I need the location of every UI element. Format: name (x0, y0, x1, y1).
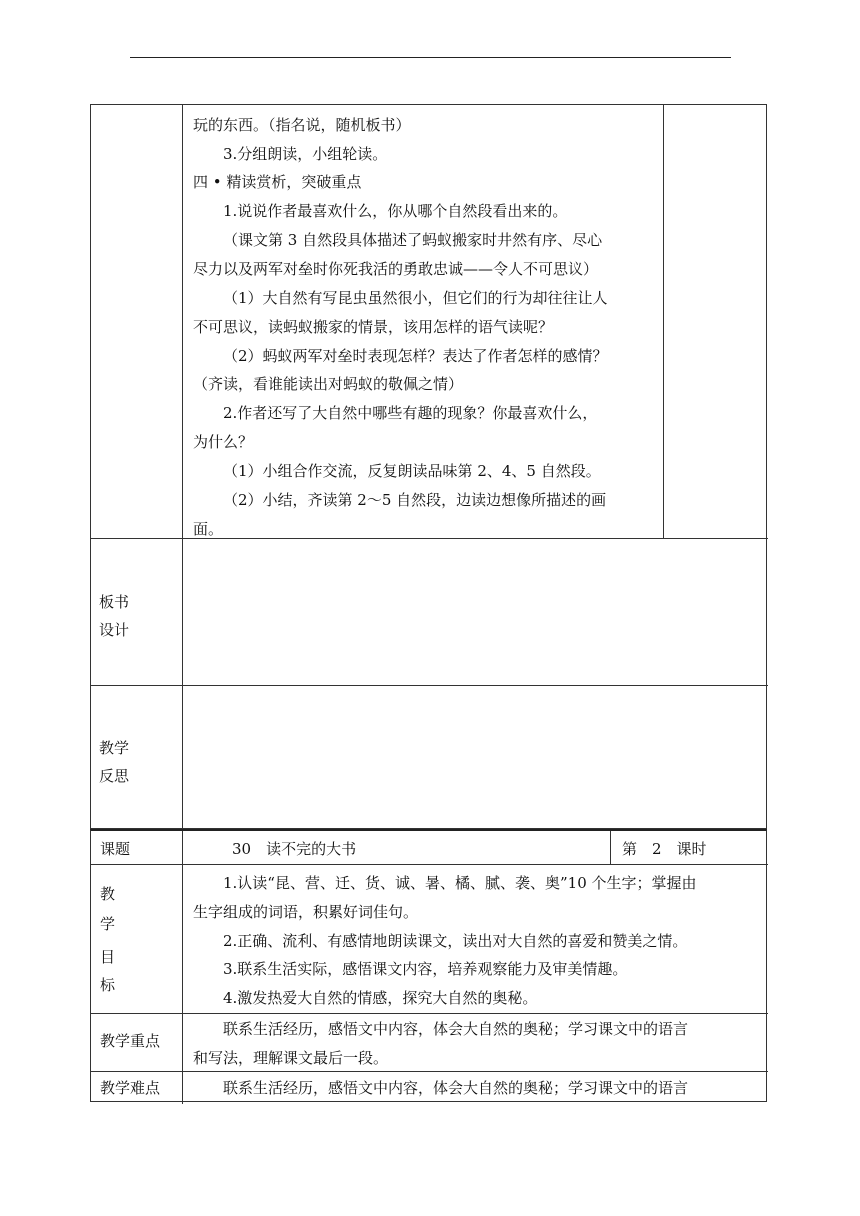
process-line: （2）蚂蚁两军对垒时表现怎样？表达了作者怎样的感情？ (223, 347, 608, 365)
goals-label-3: 目 (100, 948, 116, 966)
key-point-line: 和写法，理解课文最后一段。 (193, 1049, 389, 1067)
goal-line: 2.正确、流利、有感情地朗读课文，读出对大自然的喜爱和赞美之情。 (223, 932, 688, 950)
reflection-label: 教学 反思 (99, 739, 130, 785)
goals-label-4: 标 (100, 976, 116, 994)
goals-label-2: 学 (100, 915, 116, 933)
goal-line: 1.认读“昆、营、迁、货、诚、暑、橘、腻、袭、奥”10 个生字；掌握由 (223, 874, 697, 892)
board-design-cell (183, 539, 767, 685)
board-design-label: 板书 设计 (99, 593, 130, 639)
process-line: （1）小组合作交流，反复朗读品味第 2、4、5 自然段。 (223, 462, 601, 480)
goals-label-1: 教 (100, 885, 116, 903)
goal-line: 4.激发热爱大自然的情感，探究大自然的奥秘。 (223, 989, 538, 1007)
process-line: 面。 (193, 520, 224, 538)
period-label: 第 2 课时 (622, 840, 707, 858)
lesson-plan-table-top (90, 104, 767, 829)
process-line: 玩的东西。（指名说，随机板书） (193, 116, 411, 134)
process-line: 不可思议，读蚂蚁搬家的情景，该用怎样的语气读呢？ (193, 318, 554, 336)
process-line: 1.说说作者最喜欢什么，你从哪个自然段看出来的。 (223, 202, 568, 220)
process-line: （2）小结，齐读第 2～5 自然段，边读边想像所描述的画 (223, 491, 607, 509)
topic-label: 课题 (100, 840, 131, 858)
reflection-cell (183, 686, 767, 830)
difficult-point-line: 联系生活经历，感悟文中内容，体会大自然的奥秘；学习课文中的语言 (223, 1079, 689, 1097)
lesson-plan-table-bottom (90, 829, 767, 1102)
difficult-points-label: 教学难点 (100, 1079, 161, 1097)
goal-line: 生字组成的词语，积累好词佳句。 (193, 903, 419, 921)
process-line: 尽力以及两军对垒时你死我活的勇敢忠诚——令人不可思议） (193, 260, 599, 278)
header-rule (130, 57, 731, 58)
key-points-label: 教学重点 (100, 1032, 161, 1050)
process-line: 2.作者还写了大自然中哪些有趣的现象？你最喜欢什么， (223, 404, 598, 422)
process-line: 为什么？ (193, 433, 254, 451)
process-line: （课文第 3 自然段具体描述了蚂蚁搬家时井然有序、尽心 (223, 231, 603, 249)
process-content-cell (183, 105, 663, 538)
key-point-line: 联系生活经历，感悟文中内容，体会大自然的奥秘；学习课文中的语言 (223, 1020, 689, 1038)
process-line: （齐读，看谁能读出对蚂蚁的敬佩之情） (193, 375, 464, 393)
goal-line: 3.联系生活实际，感悟课文内容，培养观察能力及审美情趣。 (223, 960, 628, 978)
process-line: （1）大自然有写昆虫虽然很小，但它们的行为却往往让人 (223, 289, 608, 307)
process-line: 3.分组朗读，小组轮读。 (223, 145, 388, 163)
topic-title: 30 读不完的大书 (232, 840, 357, 858)
process-line: 四 • 精读赏析，突破重点 (193, 173, 362, 191)
